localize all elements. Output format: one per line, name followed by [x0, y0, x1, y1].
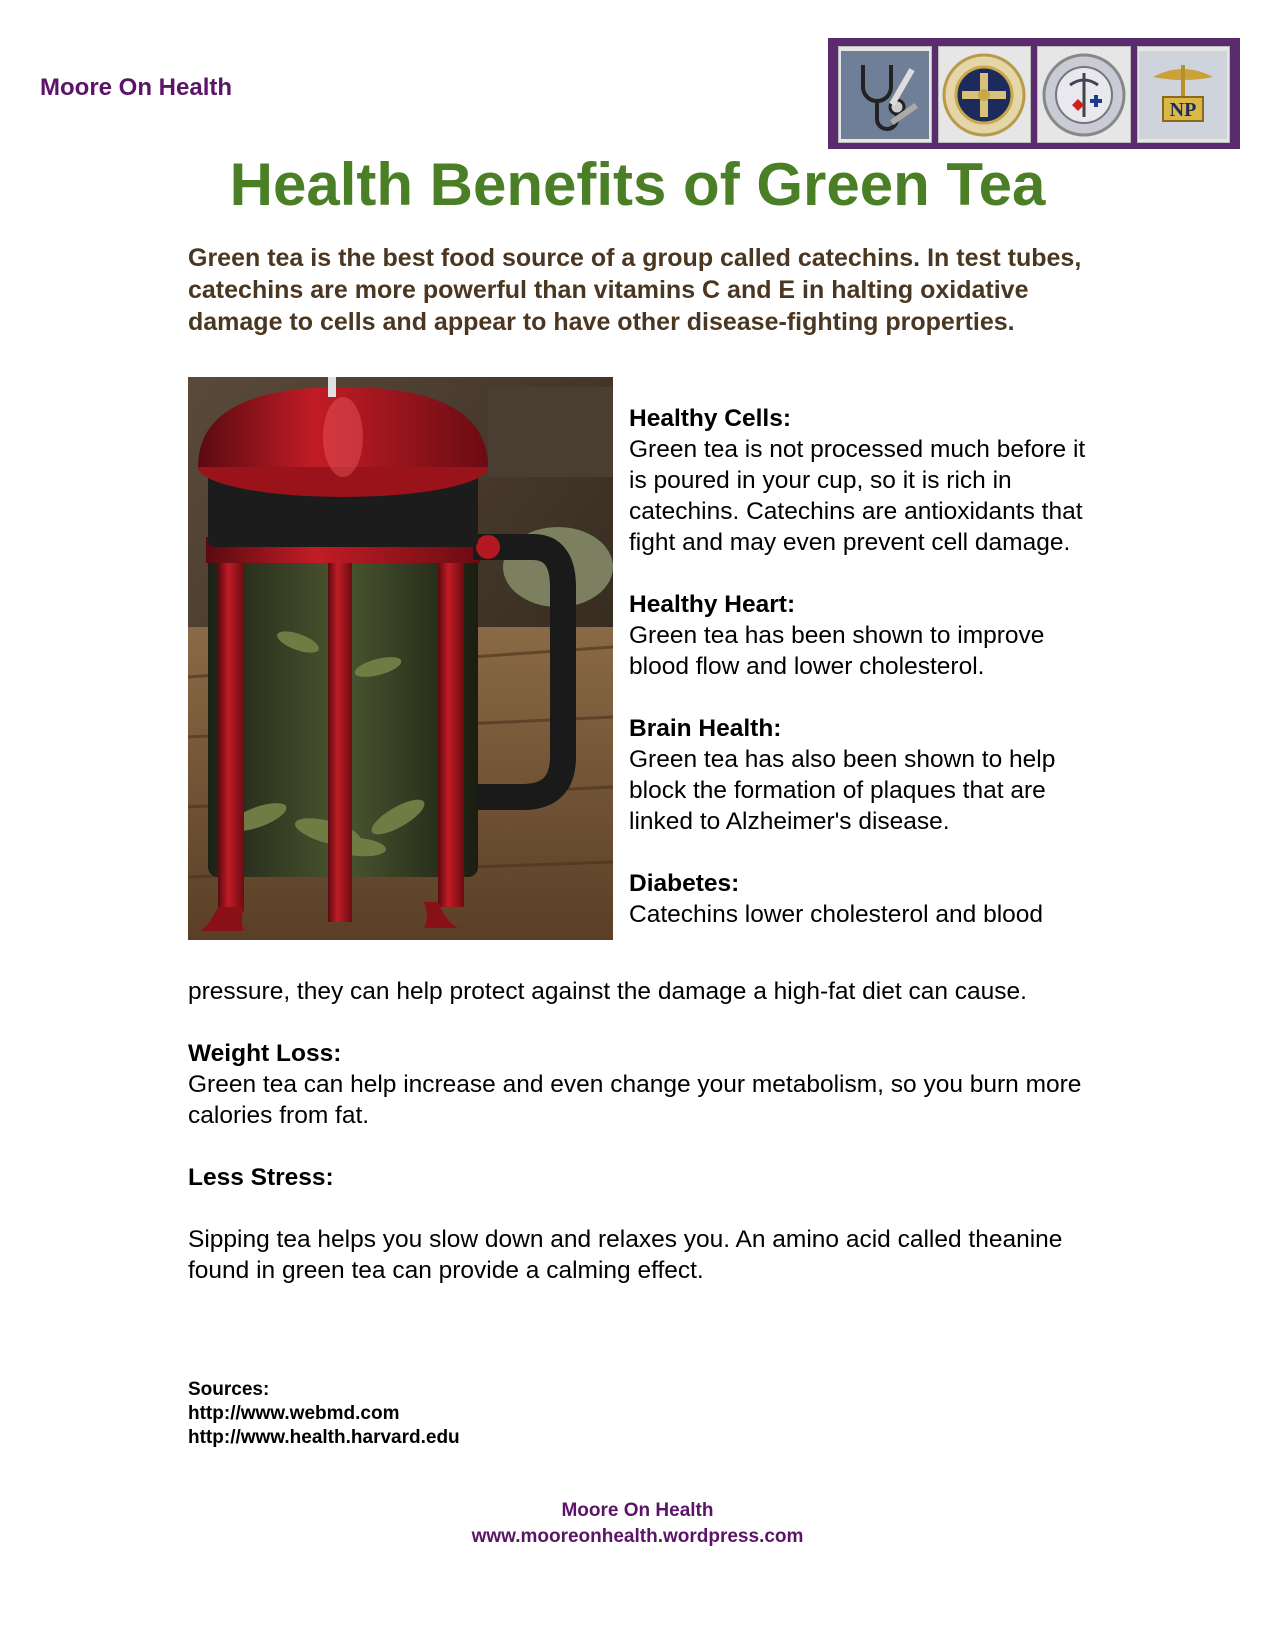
section-body-rest: pressure, they can help protect against the damage a high-fat diet can cause. — [188, 978, 1027, 1005]
footer-url[interactable]: www.mooreonhealth.wordpress.com — [471, 1526, 804, 1547]
section-weight-loss — [188, 1038, 1088, 1131]
np-caduceus-pin — [1137, 46, 1231, 143]
certified-registered-nurse-practitioner-pin — [1037, 46, 1131, 143]
source-link[interactable]: http://www.webmd.com — [188, 1403, 400, 1424]
section-body: Green tea has been shown to improve blood flow and lower cholesterol. — [629, 622, 1045, 680]
footer-name: Moore On Health — [561, 1500, 714, 1521]
section-heading: Less Stress: — [188, 1164, 334, 1191]
section-body-first-line: Catechins lower cholesterol and blood — [629, 901, 1044, 928]
section-heading: Diabetes: — [629, 870, 740, 897]
section-diabetes-continued — [188, 976, 1088, 1007]
sources — [188, 1378, 460, 1450]
credential-badges — [828, 38, 1240, 149]
svg-text:NP: NP — [1169, 98, 1197, 121]
intro-paragraph: Green tea is the best food source of a group called catechins. In test tubes, catechins are more powerful than vitamins C and E in halting oxidative damage to cells and appear to have other disease-fighting properties. — [188, 244, 1082, 336]
section-brain-health — [629, 713, 1099, 837]
footer — [0, 1498, 1275, 1550]
section-body: Green tea is not processed much before it is poured in your cup, so it is rich in catechins. Catechins are antioxidants that fight and may even prevent cell damage. — [629, 436, 1086, 556]
section-less-stress — [188, 1162, 1088, 1286]
section-heading: Brain Health: — [629, 715, 782, 742]
french-press-photo — [188, 377, 613, 940]
sources-label: Sources: — [188, 1379, 270, 1400]
brand-name: Moore On Health — [40, 74, 233, 101]
section-healthy-heart — [629, 589, 1099, 682]
benefits-full-width — [188, 976, 1088, 1317]
section-body: Green tea has also been shown to help block the formation of plaques that are linked to Alzheimer's disease. — [629, 746, 1056, 835]
benefits-right-column — [629, 403, 1099, 930]
section-heading: Healthy Heart: — [629, 591, 796, 618]
section-body: Green tea can help increase and even change your metabolism, so you burn more calories from fat. — [188, 1071, 1082, 1129]
section-healthy-cells — [629, 403, 1099, 558]
page-title: Health Benefits of Green Tea — [229, 151, 1046, 218]
source-link[interactable]: http://www.health.harvard.edu — [188, 1427, 460, 1448]
section-body: Sipping tea helps you slow down and relaxes you. An amino acid called theanine found in green tea can provide a calming effect. — [188, 1226, 1063, 1284]
section-diabetes — [629, 868, 1099, 930]
section-heading: Weight Loss: — [188, 1040, 342, 1067]
section-heading: Healthy Cells: — [629, 405, 792, 432]
registered-nurse-pin — [938, 46, 1032, 143]
stethoscope-icon — [838, 46, 932, 143]
